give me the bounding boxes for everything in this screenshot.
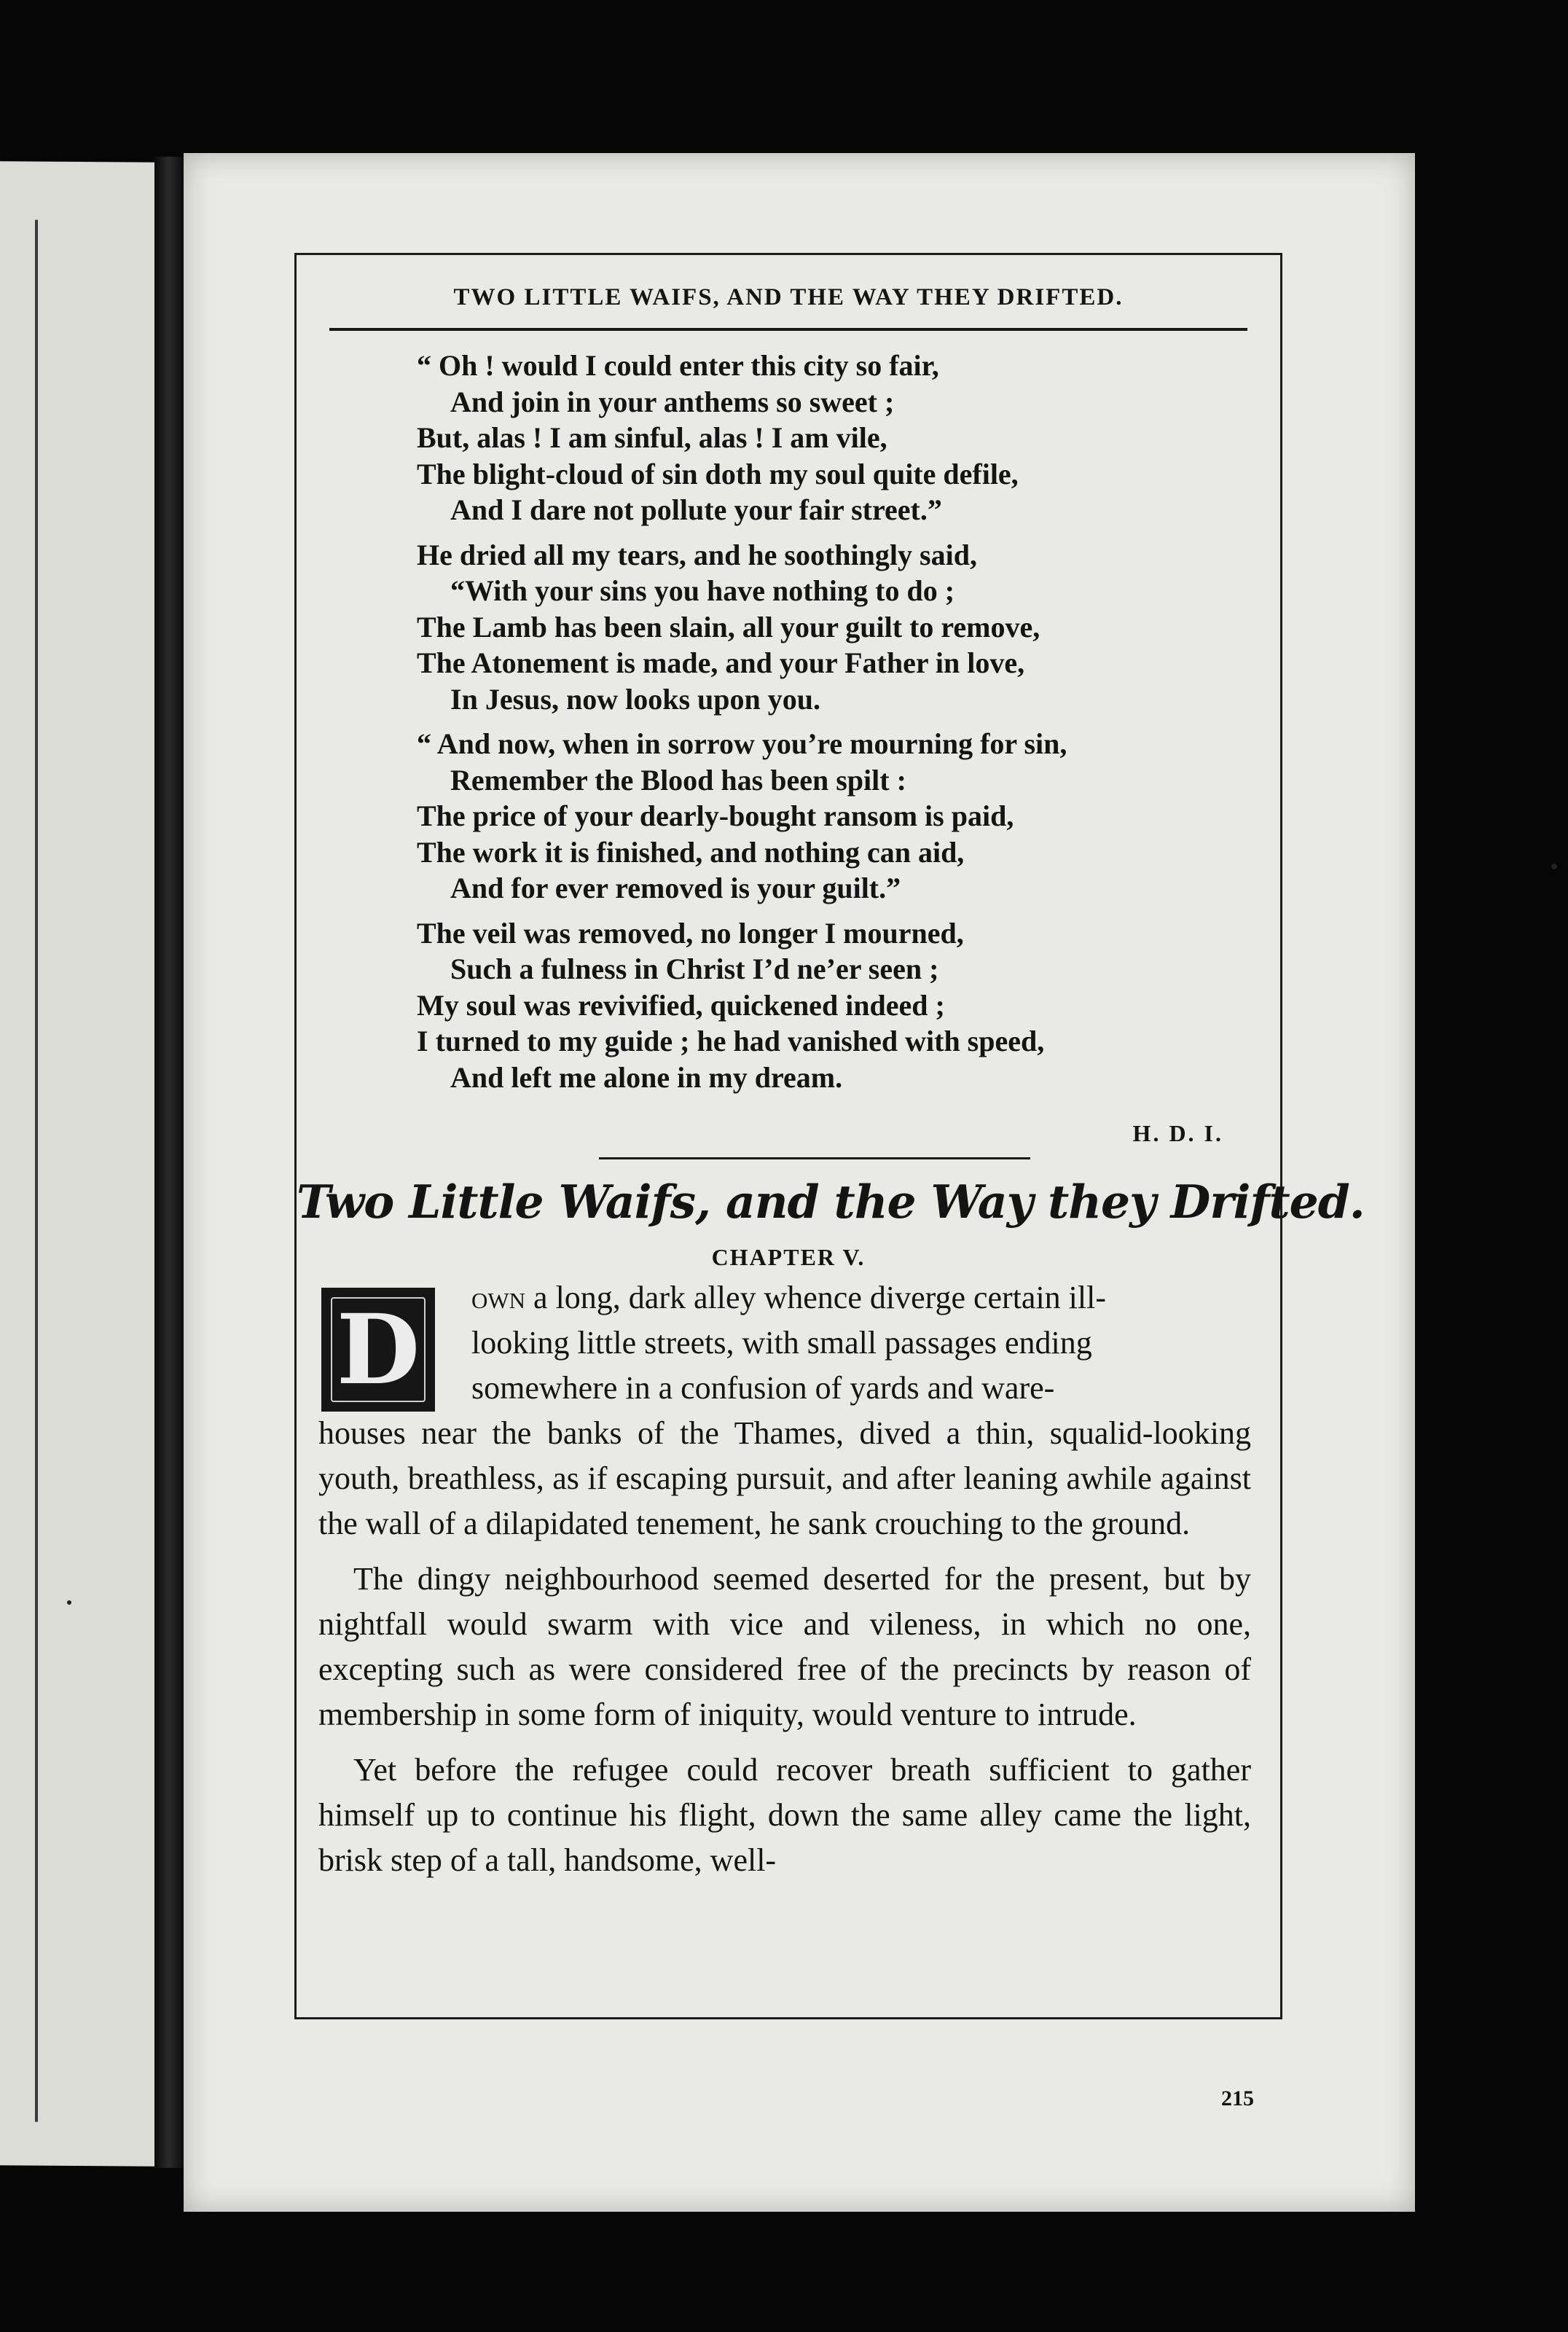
poem-line: But, alas ! I am sinful, alas ! I am vile, xyxy=(417,421,887,454)
poem-line: The Lamb has been slain, all your guilt to remove, xyxy=(417,610,1040,643)
poem-line: “ Oh ! would I could enter this city so fair, xyxy=(417,349,939,382)
story-title: Two Little Waifs, and the Way they Drifted. xyxy=(297,1175,1365,1229)
poem xyxy=(417,348,1218,1104)
section-divider-rule xyxy=(599,1157,1030,1159)
poem-line: The veil was removed, no longer I mourned, xyxy=(417,916,964,950)
story-body xyxy=(318,1275,1251,1893)
poem-stanza xyxy=(417,537,1218,718)
poem-line: He dried all my tears, and he soothingly said, xyxy=(417,538,977,571)
text-line-content: a long, dark alley whence diverge certain ill- xyxy=(533,1280,1107,1315)
poem-line: My soul was revivified, quickened indeed ; xyxy=(417,988,945,1022)
facing-page-edge xyxy=(0,161,154,2166)
paragraph: Yet before the refugee could recover breath sufficient to gather himself up to continue his flight, down the same alley came the light, brisk step of a tall, handsome, well- xyxy=(318,1752,1251,1878)
page-number: 215 xyxy=(1221,2086,1254,2110)
text-line: somewhere in a confusion of yards and ware- xyxy=(471,1370,1055,1406)
poem-line: The Atonement is made, and your Father in love, xyxy=(417,646,1025,679)
paragraph xyxy=(318,1275,1251,1546)
paragraph-text: houses near the banks of the Thames, dived a thin, squalid-looking youth, breathless, as if escaping pursuit, and after leaning awhile against the wall of a dilapidated tenement, he sank crouching to the ground. xyxy=(318,1415,1251,1541)
dust-speck xyxy=(67,1600,71,1605)
text-line xyxy=(318,1275,1251,1320)
initial-letter: D xyxy=(336,1293,420,1406)
header-rule xyxy=(329,328,1247,331)
poem-stanza xyxy=(417,348,1218,528)
poem-signature: H. D. I. xyxy=(1132,1120,1223,1146)
poem-line: And for ever removed is your guilt.” xyxy=(450,872,901,904)
poem-line: And I dare not pollute your fair street.” xyxy=(450,493,942,526)
poem-line: The blight-cloud of sin doth my soul quite defile, xyxy=(417,457,1019,490)
poem-stanza xyxy=(417,915,1218,1096)
paragraph: The dingy neighbourhood seemed deserted for the present, but by nightfall would swarm with vice and vileness, in which no one, excepting such as were considered free of the precincts by reason of membership in some form of iniquity, would venture to intrude. xyxy=(318,1561,1251,1732)
poem-line: The work it is finished, and nothing can aid, xyxy=(417,835,965,869)
running-head: TWO LITTLE WAIFS, AND THE WAY THEY DRIFTED. xyxy=(453,284,1124,310)
dust-speck xyxy=(1551,864,1557,869)
poem-line: In Jesus, now looks upon you. xyxy=(450,682,820,716)
poem-line: And join in your anthems so sweet ; xyxy=(450,385,895,418)
chapter-heading: CHAPTER V. xyxy=(711,1244,866,1270)
poem-line: “ And now, when in sorrow you’re mourning for sin, xyxy=(417,727,1067,760)
poem-line: “With your sins you have nothing to do ; xyxy=(450,574,955,607)
poem-line: And left me alone in my dream. xyxy=(450,1060,843,1094)
poem-line: Such a fulness in Christ I’d ne’er seen ; xyxy=(450,952,939,985)
book-gutter xyxy=(154,157,184,2168)
page-frame xyxy=(294,253,1365,2110)
first-word-rest: own xyxy=(471,1280,526,1315)
poem-line: Remember the Blood has been spilt : xyxy=(450,763,906,797)
book-page xyxy=(184,153,1415,2212)
poem-line: I turned to my guide ; he had vanished with speed, xyxy=(417,1025,1045,1057)
poem-line: The price of your dearly-bought ransom is paid, xyxy=(417,799,1014,832)
text-line: looking little streets, with small passages ending xyxy=(471,1325,1092,1361)
poem-stanza xyxy=(417,726,1218,907)
facing-page-border-rule xyxy=(35,220,38,2122)
